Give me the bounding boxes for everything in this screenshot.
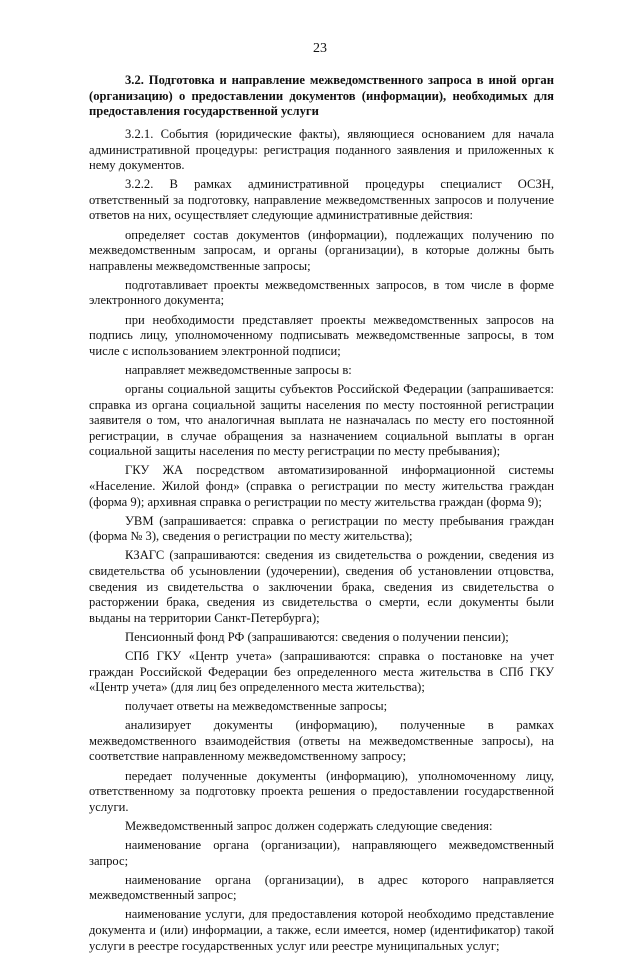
paragraph: ГКУ ЖА посредством автоматизированной информационной системы «Население. Жилой фонд» (справка о регистрации по месту жительства граждан (форма 9); архивная справка о регистрации по месту жительства граждан (форма 9); <box>89 463 554 509</box>
paragraph: при необходимости представляет проекты межведомственных запросов на подпись лицу, уполномоченному подписывать межведомственные запросы, в том числе с использованием электронной подписи; <box>89 312 554 358</box>
paragraph: Межведомственный запрос должен содержать следующие сведения: <box>125 818 493 833</box>
paragraph: наименование органа (организации), в адрес которого направляется межведомственный запрос; <box>89 872 554 903</box>
paragraph: наименование услуги, для предоставления которой необходимо представление документа и (или) информации, а также, если имеется, номер (идентификатор) такой услуги в реестре государственных услуг или реестре муниципальных услуг; <box>89 907 554 953</box>
document-body <box>89 127 554 958</box>
paragraph: Пенсионный фонд РФ (запрашиваются: сведения о получении пенсии); <box>125 629 509 644</box>
paragraph: КЗАГС (запрашиваются: сведения из свидетельства о рождении, сведения из свидетельства об усыновлении (удочерении), сведения об установлении отцовства, сведения из свидетельства о заключении брака, сведения из свидетельства о расторжении брака, сведения из свидетельства о смерти, если документы были выданы на территории Санкт-Петербурга); <box>89 548 554 625</box>
paragraph: СПб ГКУ «Центр учета» (запрашиваются: справка о постановке на учет граждан Российской Федерации без определенного места жительства в СПб ГКУ «Центр учета» (для лиц без определенного места жительства); <box>89 648 554 695</box>
paragraph: наименование органа (организации), направляющего межведомственный запрос; <box>89 837 554 868</box>
paragraph: получает ответы на межведомственные запросы; <box>125 699 388 714</box>
paragraph: 3.2.1. События (юридические факты), являющиеся основанием для начала административной процедуры: регистрация поданного заявления и приложенных к нему документов. <box>89 127 554 173</box>
section-title: 3.2. Подготовка и направление межведомственного запроса в иной орган (организацию) о предоставлении документов (информации), необходимых для предоставления государственной услуги <box>89 73 554 118</box>
paragraph: определяет состав документов (информации), подлежащих получению по межведомственным запросам, и органы (организации), в которые должны быть направлены межведомственные запросы; <box>89 227 554 273</box>
paragraph: направляет межведомственные запросы в: <box>125 362 352 377</box>
paragraph: анализирует документы (информацию), полученные в рамках межведомственного взаимодействия (ответы на межведомственные запросы), на соответствие направленному межведомственному запросу; <box>89 718 554 764</box>
page-number: 23 <box>313 41 327 56</box>
paragraph: УВМ (запрашивается: справка о регистрации по месту пребывания граждан (форма № 3), сведения о регистрации по месту жительства); <box>89 513 554 544</box>
paragraph: 3.2.2. В рамках административной процедуры специалист ОСЗН, ответственный за подготовку, направление межведомственных запросов и получение ответов на них, осуществляет следующие административные действия: <box>89 177 554 223</box>
paragraph: передает полученные документы (информацию), уполномоченному лицу, ответственному за подготовку проекта решения о предоставлении государственной услуги. <box>89 768 554 814</box>
paragraph: подготавливает проекты межведомственных запросов, в том числе в форме электронного документа; <box>89 277 554 308</box>
paragraph: органы социальной защиты субъектов Российской Федерации (запрашивается: справка из органа социальной защиты населения по месту постоянной регистрации заявителя о том, что аналогичная выплата не назначалась по месту его постоянной регистрации, в случае обращения за назначением социальной выплаты в орган социальной защиты населения по месту регистрации по месту пребывания); <box>89 381 554 459</box>
